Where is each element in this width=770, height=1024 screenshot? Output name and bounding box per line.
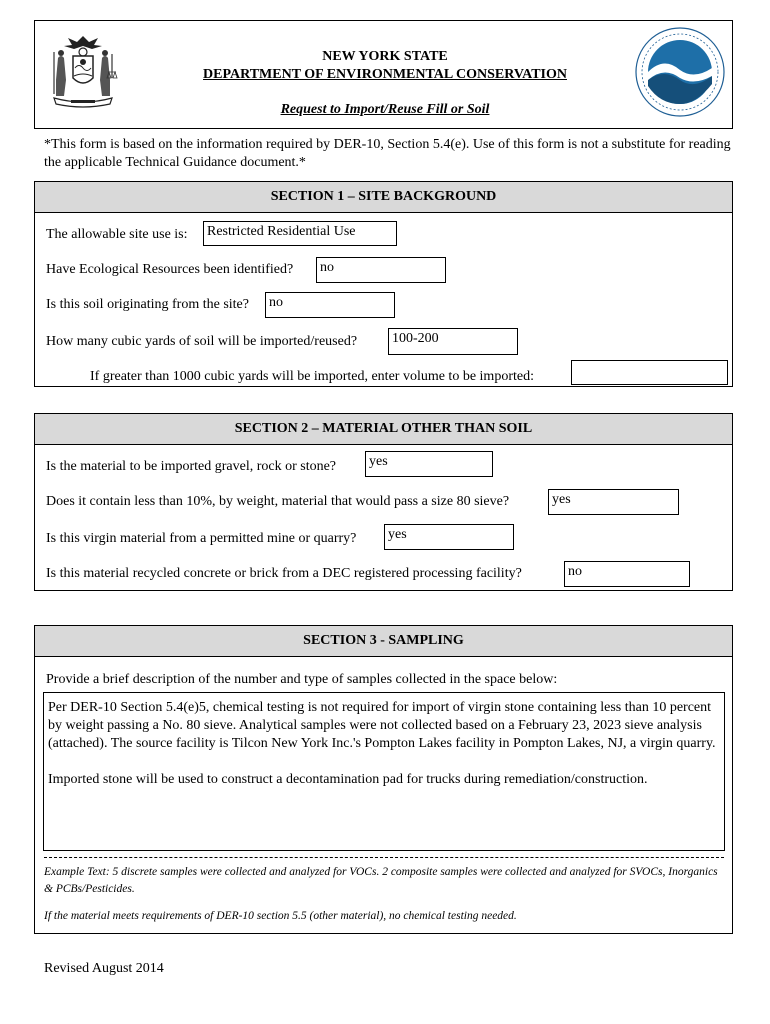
- sampling-response-field[interactable]: [43, 692, 725, 851]
- recycled-label: Is this material recycled concrete or brick from a DEC registered processing facility?: [46, 566, 522, 581]
- virgin-material-label: Is this virgin material from a permitted mine or quarry?: [46, 531, 357, 546]
- volume-over-1000-field[interactable]: [571, 360, 728, 385]
- sampling-response-paragraph-1: Per DER-10 Section 5.4(e)5, chemical testing is not required for import of virgin stone containing less than 10 percent by weight passing a No. 80 sieve. Analytical samples were not collected based on a February 23, 2023 sieve analysis (attached). The source facility is Tilcon New York Inc.'s Pompton Lakes facility in Pompton Lakes, NJ, a virgin quarry.: [48, 700, 716, 751]
- sieve-label: Does it contain less than 10%, by weight, material that would pass a size 80 sieve?: [46, 494, 510, 509]
- ny-state-seal-icon: [44, 32, 122, 110]
- eco-resources-label: Have Ecological Resources been identified?: [46, 262, 294, 277]
- virgin-material-field[interactable]: yes: [384, 524, 514, 550]
- revised-date: Revised August 2014: [44, 961, 164, 976]
- gravel-field[interactable]: yes: [365, 451, 493, 477]
- soil-origin-label: Is this soil originating from the site?: [46, 297, 249, 312]
- section2-title: SECTION 2 – MATERIAL OTHER THAN SOIL: [34, 413, 733, 445]
- nysdec-logo-icon: [634, 26, 726, 118]
- section3-title: SECTION 3 - SAMPLING: [34, 625, 733, 657]
- soil-origin-field[interactable]: no: [265, 292, 395, 318]
- cubic-yards-label: How many cubic yards of soil will be imported/reused?: [46, 334, 358, 349]
- example-text: Example Text: 5 discrete samples were collected and analyzed for VOCs. 2 composite samples were collected and analyzed for SVOCs, Inorganics & PCBs/Pesticides.: [44, 866, 718, 895]
- agency-line-1: NEW YORK STATE: [322, 49, 448, 64]
- dashed-divider: [44, 857, 724, 858]
- volume-over-1000-label: If greater than 1000 cubic yards will be imported, enter volume to be imported:: [90, 369, 534, 384]
- site-use-label: The allowable site use is:: [46, 227, 188, 242]
- section1-title: SECTION 1 – SITE BACKGROUND: [34, 181, 733, 213]
- disclaimer-text: *This form is based on the information required by DER-10, Section 5.4(e). Use of this form is not a substitute for reading the applicable Technical Guidance document.*: [44, 137, 731, 170]
- gravel-label: Is the material to be imported gravel, rock or stone?: [46, 459, 337, 474]
- eco-resources-field[interactable]: no: [316, 257, 446, 283]
- sampling-response-paragraph-2: Imported stone will be used to construct a decontamination pad for trucks during remediation/construction.: [48, 772, 648, 787]
- cubic-yards-field[interactable]: 100-200: [388, 328, 518, 355]
- site-use-field[interactable]: Restricted Residential Use: [203, 221, 397, 246]
- form-title: Request to Import/Reuse Fill or Soil: [280, 102, 490, 117]
- other-material-note: If the material meets requirements of DER-10 section 5.5 (other material), no chemical testing needed.: [44, 910, 517, 922]
- sampling-prompt: Provide a brief description of the number and type of samples collected in the space below:: [46, 672, 558, 687]
- recycled-field[interactable]: no: [564, 561, 690, 587]
- agency-line-2: DEPARTMENT OF ENVIRONMENTAL CONSERVATION: [203, 67, 567, 82]
- sieve-field[interactable]: yes: [548, 489, 679, 515]
